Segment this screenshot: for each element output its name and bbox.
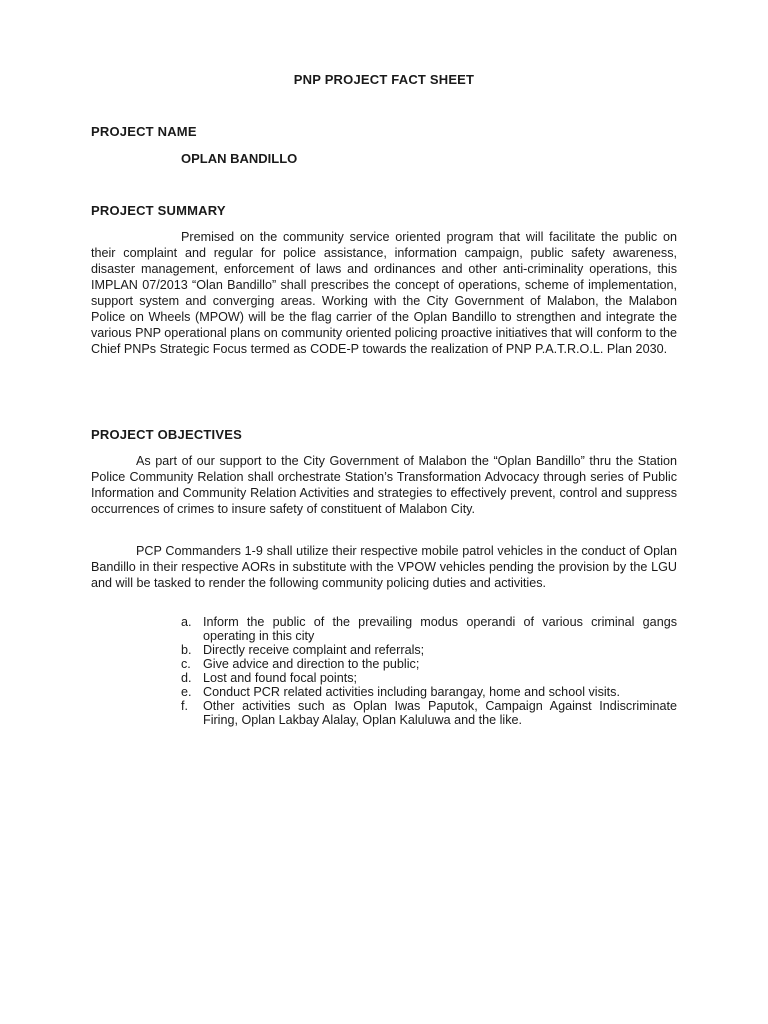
list-item-text: Inform the public of the prevailing modus operandi of various criminal gangs operating in this city bbox=[203, 615, 677, 643]
list-marker: e. bbox=[181, 685, 192, 699]
duties-list bbox=[181, 615, 677, 727]
list-marker: a. bbox=[181, 615, 192, 629]
list-item-text: Directly receive complaint and referrals; bbox=[203, 643, 425, 657]
list-marker: d. bbox=[181, 671, 192, 685]
project-name-value: OPLAN BANDILLO bbox=[181, 151, 298, 166]
objectives-paragraph-1: As part of our support to the City Government of Malabon the “Oplan Bandillo” thru the Station Police Community Relation shall orchestrate Station’s Transformation Advocacy through series of Public Information and Community Relation Activities and strategies to effectively prevent, control and suppress occurrences of crimes to insure safety of constituent of Malabon City. bbox=[91, 454, 677, 516]
project-name-heading: PROJECT NAME bbox=[91, 124, 197, 139]
list-item bbox=[181, 643, 677, 657]
list-marker: b. bbox=[181, 643, 192, 657]
list-marker: f. bbox=[181, 699, 188, 713]
list-item-text: Lost and found focal points; bbox=[203, 671, 358, 685]
project-objectives-heading: PROJECT OBJECTIVES bbox=[91, 427, 242, 442]
list-item-text: Other activities such as Oplan Iwas Paputok, Campaign Against Indiscriminate Firing, Oplan Lakbay Alalay, Oplan Kaluluwa and the like. bbox=[203, 699, 677, 727]
list-item bbox=[181, 699, 677, 727]
list-item-text: Conduct PCR related activities including barangay, home and school visits. bbox=[203, 685, 620, 699]
list-item-text: Give advice and direction to the public; bbox=[203, 657, 420, 671]
project-summary-heading: PROJECT SUMMARY bbox=[91, 203, 226, 218]
list-item bbox=[181, 615, 677, 643]
document-title: PNP PROJECT FACT SHEET bbox=[293, 72, 475, 87]
list-item bbox=[181, 657, 677, 671]
list-marker: c. bbox=[181, 657, 191, 671]
objectives-paragraph-2: PCP Commanders 1-9 shall utilize their respective mobile patrol vehicles in the conduct of Oplan Bandillo in their respective AORs in substitute with the VPOW vehicles pending the provision by the LGU and will be tasked to render the following community policing duties and activities. bbox=[91, 544, 677, 590]
list-item bbox=[181, 671, 677, 685]
project-summary-paragraph: Premised on the community service oriented program that will facilitate the public on their complaint and regular for police assistance, information campaign, public safety awareness, disaster management, enforcement of laws and ordinances and other anti-criminality operations, this IMPLAN 07/2013 “Olan Bandillo” shall prescribes the concept of operations, scheme of implementation, support system and converging areas. Working with the City Government of Malabon, the Malabon Police on Wheels (MPOW) will be the flag carrier of the Oplan Bandillo to strengthen and integrate the various PNP operational plans on community oriented policing proactive initiatives that will conform to the Chief PNPs Strategic Focus termed as CODE-P towards the realization of PNP P.A.T.R.O.L. Plan 2030. bbox=[91, 230, 677, 356]
list-item bbox=[181, 685, 677, 699]
